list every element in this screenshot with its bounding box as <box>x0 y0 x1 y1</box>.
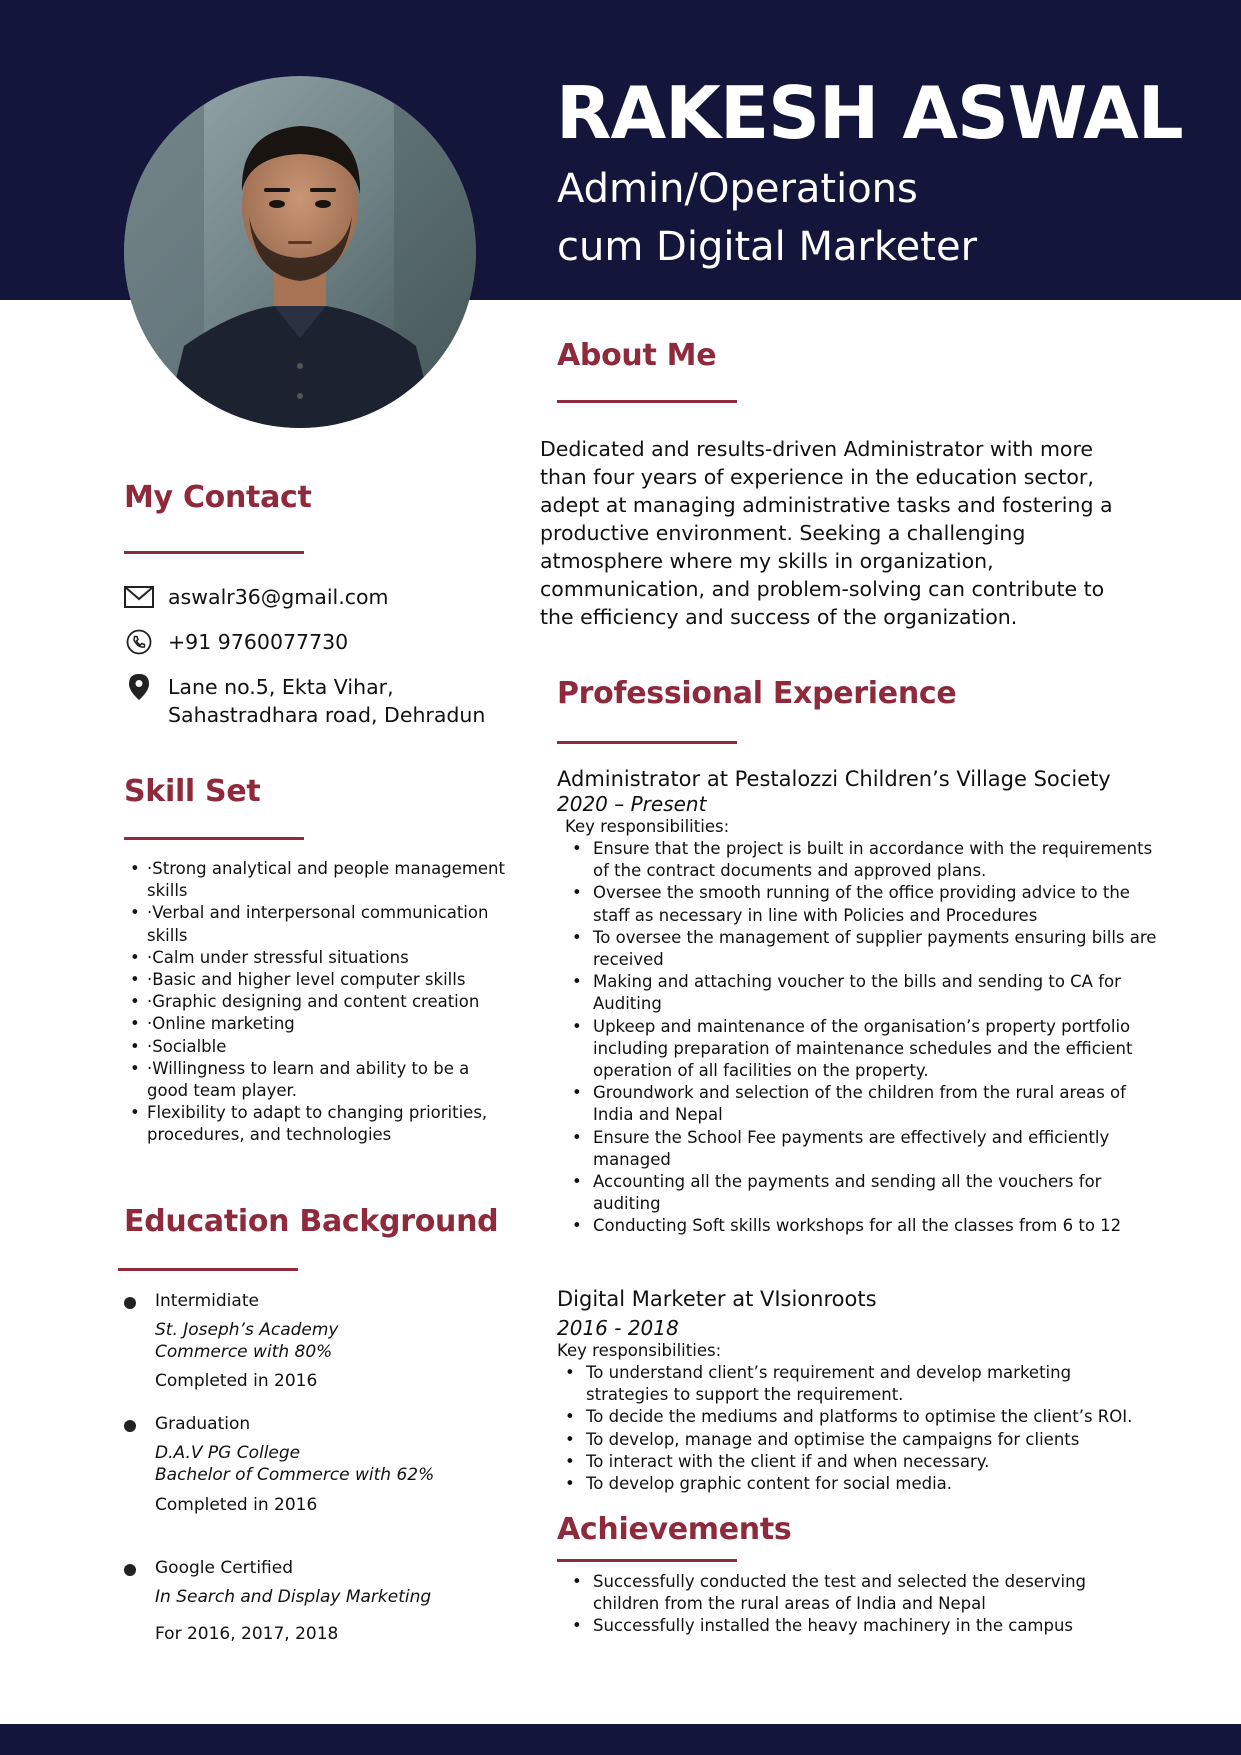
education-item <box>124 1289 504 1399</box>
achievements-list <box>593 1571 1153 1638</box>
education-detail: Commerce with 80% <box>155 1342 333 1362</box>
contact-email-row <box>124 583 389 611</box>
responsibility-item: • To understand client’s requirement and develop marketing strategies to support the requirement. <box>586 1362 1157 1406</box>
education-completed: For 2016, 2017, 2018 <box>155 1624 339 1644</box>
location-pin-icon <box>124 673 154 701</box>
education-title: Graduation <box>155 1414 251 1434</box>
skill-item: • ·Verbal and interpersonal communication skills <box>147 902 507 946</box>
education-detail: In Search and Display Marketing <box>155 1587 432 1607</box>
education-title: Google Certified <box>155 1558 294 1578</box>
responsibility-item: • To develop, manage and optimise the campaigns for clients <box>586 1429 1157 1451</box>
skill-item: • ·Willingness to learn and ability to be a good team player. <box>147 1058 507 1102</box>
skill-item: • ·Online marketing <box>147 1013 507 1035</box>
skill-item: • ·Graphic designing and content creation <box>147 991 507 1013</box>
about-heading: About Me <box>557 338 717 373</box>
skills-rule <box>124 837 304 840</box>
contact-address <box>168 673 485 729</box>
skill-item: • ·Calm under stressful situations <box>147 947 507 969</box>
experience-rule <box>557 741 737 744</box>
contact-phone[interactable]: +91 9760077730 <box>168 630 349 654</box>
job-title-text: Administrator at Pestalozzi Children’s Village Society <box>557 767 1111 791</box>
about-text: Dedicated and results-driven Administrator with more than four years of experience in the education sector, adept at managing administrative tasks and fostering a productive environment. Seeking a challenging atmosphere where my skills in organization, communication, and problem-solving can contribute to the efficiency and success of the organization. <box>540 437 1113 629</box>
education-detail: Bachelor of Commerce with 62% <box>155 1465 435 1485</box>
responsibility-item: • Making and attaching voucher to the bills and sending to CA for Auditing <box>593 971 1157 1015</box>
contact-phone-row <box>124 628 348 656</box>
key-responsibilities-label: Key responsibilities: <box>565 817 730 836</box>
phone-icon <box>124 628 154 656</box>
responsibility-item: • To interact with the client if and when necessary. <box>586 1451 1157 1473</box>
skills-heading: Skill Set <box>124 774 261 809</box>
job-entry <box>557 767 1157 1238</box>
responsibility-item: • Ensure the School Fee payments are effectively and efficiently managed <box>593 1127 1157 1171</box>
education-completed: Completed in 2016 <box>155 1371 318 1391</box>
footer-band <box>0 1724 1241 1755</box>
responsibility-list <box>557 1362 1157 1495</box>
key-responsibilities-label: Key responsibilities: <box>557 1341 722 1360</box>
job-title-line-2: cum Digital Marketer <box>557 224 978 270</box>
skill-item: • Flexibility to adapt to changing priorities, procedures, and technologies <box>147 1102 507 1146</box>
responsibility-item: • Conducting Soft skills workshops for all the classes from 6 to 12 <box>593 1215 1157 1237</box>
education-rule <box>118 1268 298 1271</box>
job-dates: 2020 – Present <box>557 792 707 816</box>
achievement-item: • Successfully installed the heavy machinery in the campus <box>593 1615 1153 1637</box>
responsibility-item: • To develop graphic content for social media. <box>586 1473 1157 1495</box>
envelope-icon <box>124 583 154 611</box>
achievement-item: • Successfully conducted the test and selected the deserving children from the rural areas of India and Nepal <box>593 1571 1153 1615</box>
responsibility-item: • To oversee the management of supplier payments ensuring bills are received <box>593 927 1157 971</box>
bullet-dot <box>124 1420 136 1432</box>
skill-item: • ·Socialble <box>147 1036 507 1058</box>
education-heading: Education Background <box>124 1204 499 1239</box>
contact-rule <box>124 551 304 554</box>
contact-email[interactable]: aswalr36@gmail.com <box>168 585 389 609</box>
responsibility-item: • Accounting all the payments and sending all the vouchers for auditing <box>593 1171 1157 1215</box>
education-title: Intermidiate <box>155 1291 259 1311</box>
experience-heading: Professional Experience <box>557 676 957 711</box>
education-detail: D.A.V PG College <box>155 1443 301 1463</box>
contact-address-row <box>124 673 485 729</box>
profile-photo <box>124 76 476 428</box>
contact-address-line-2: Sahastradhara road, Dehradun <box>168 703 486 727</box>
skill-item: • ·Basic and higher level computer skills <box>147 969 507 991</box>
responsibility-item: • Groundwork and selection of the children from the rural areas of India and Nepal <box>593 1082 1157 1126</box>
bullet-dot <box>124 1297 136 1309</box>
candidate-name: RAKESH ASWAL <box>556 71 1183 155</box>
job-title-text: Digital Marketer at VIsionroots <box>557 1287 877 1311</box>
job-title-line-1: Admin/Operations <box>557 166 918 212</box>
education-completed: Completed in 2016 <box>155 1495 318 1515</box>
achievements-heading: Achievements <box>557 1512 792 1547</box>
responsibility-list <box>557 838 1157 1238</box>
responsibility-item: • Ensure that the project is built in accordance with the requirements of the contract documents and approved plans. <box>593 838 1157 882</box>
job-entry <box>557 1287 1157 1495</box>
responsibility-item: • To decide the mediums and platforms to optimise the client’s ROI. <box>586 1406 1157 1428</box>
responsibility-item: • Oversee the smooth running of the office providing advice to the staff as necessary in line with Policies and Procedures <box>593 882 1157 926</box>
skills-list <box>147 858 507 1147</box>
responsibility-item: • Upkeep and maintenance of the organisation’s property portfolio including preparation of maintenance schedules and the efficient operation of all facilities on the property. <box>593 1016 1157 1083</box>
education-item <box>124 1556 504 1656</box>
skill-item: • ·Strong analytical and people management skills <box>147 858 507 902</box>
about-rule <box>557 400 737 403</box>
job-title <box>557 160 977 276</box>
education-detail: St. Joseph’s Academy <box>155 1320 339 1340</box>
education-item <box>124 1412 504 1522</box>
contact-heading: My Contact <box>124 480 312 515</box>
achievements-rule <box>557 1559 737 1562</box>
contact-address-line-1: Lane no.5, Ekta Vihar, <box>168 675 394 699</box>
bullet-dot <box>124 1564 136 1576</box>
job-dates: 2016 - 2018 <box>557 1316 679 1340</box>
